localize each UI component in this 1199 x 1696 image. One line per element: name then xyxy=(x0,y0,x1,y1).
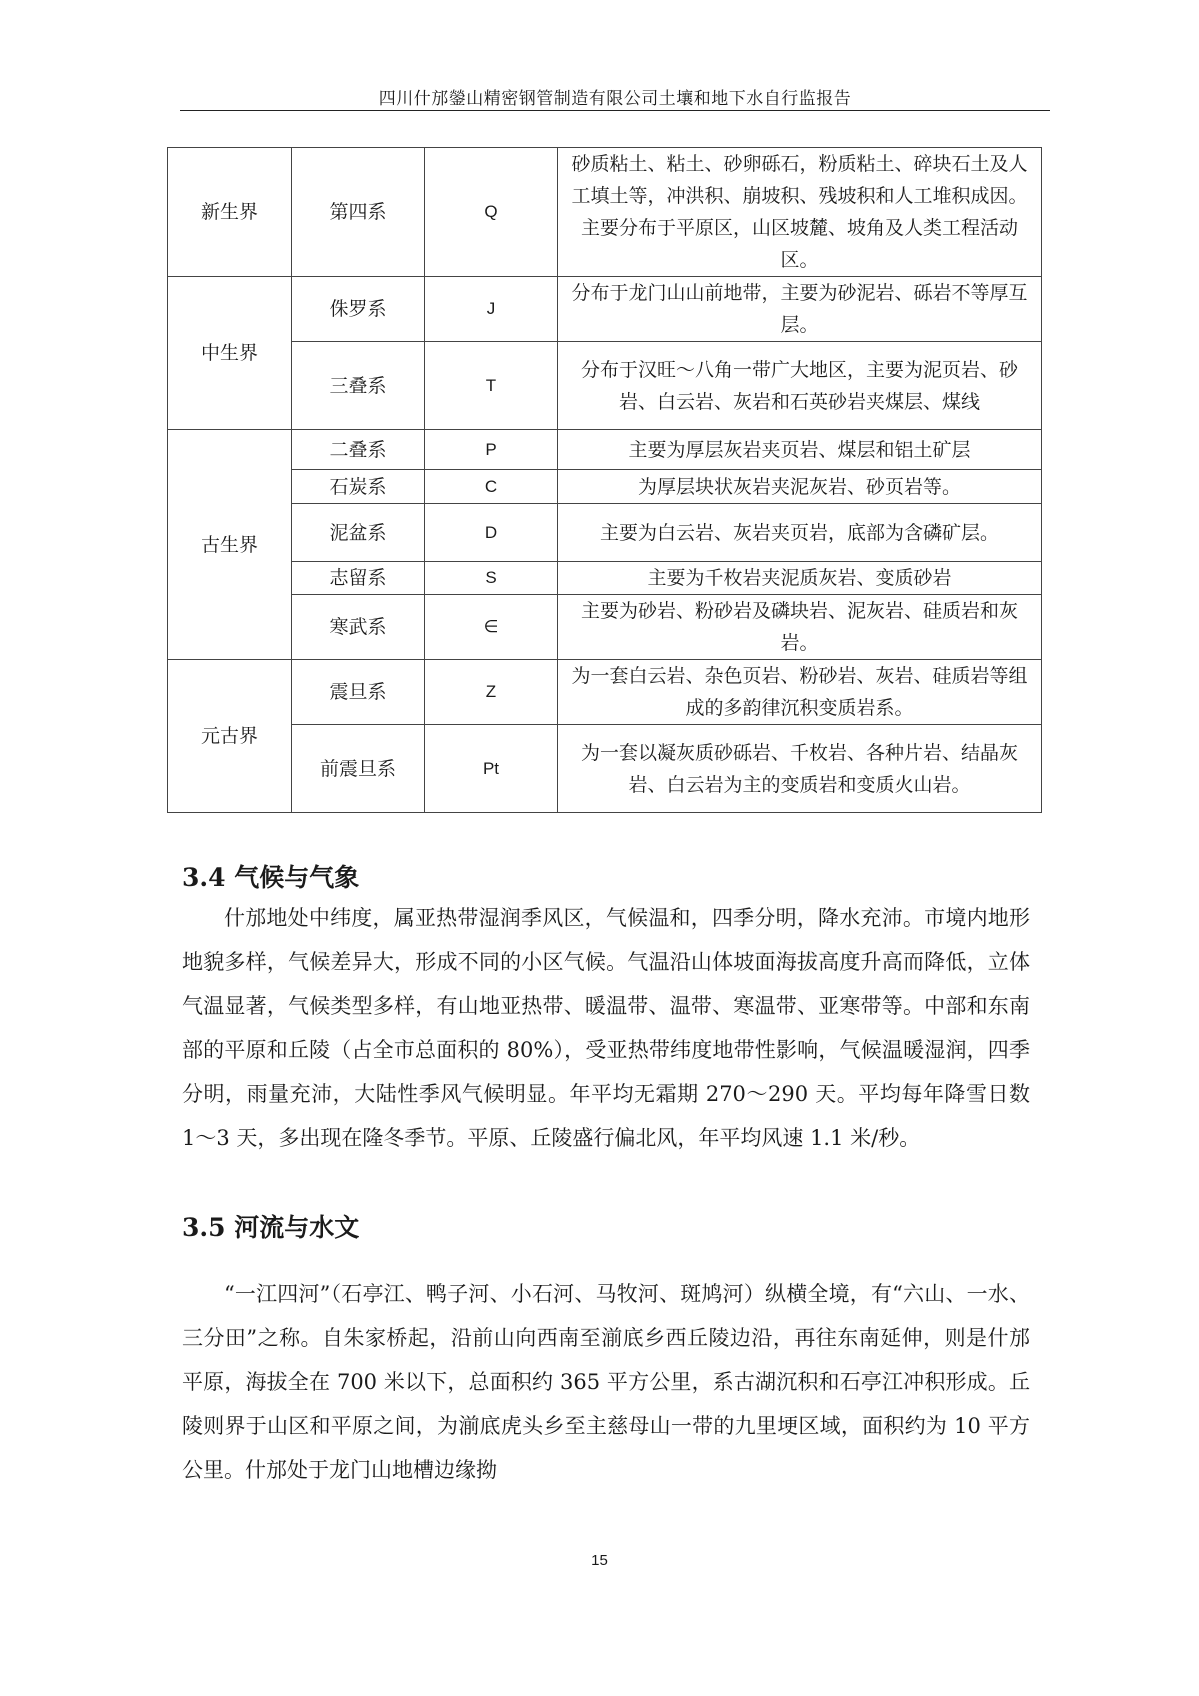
system-cell: 前震旦系 xyxy=(292,725,425,813)
system-cell: 泥盆系 xyxy=(292,504,425,562)
table-row xyxy=(168,342,1042,430)
symbol-cell: D xyxy=(425,504,558,562)
description-cell: 为一套以凝灰质砂砾岩、千枚岩、各种片岩、结晶灰岩、白云岩为主的变质岩和变质火山岩。 xyxy=(558,725,1042,813)
table-row xyxy=(168,725,1042,813)
table-row xyxy=(168,430,1042,470)
table-row xyxy=(168,504,1042,562)
strata-table xyxy=(167,147,1042,813)
table-row xyxy=(168,148,1042,277)
description-cell: 主要为厚层灰岩夹页岩、煤层和铝土矿层 xyxy=(558,430,1042,470)
era-cell: 古生界 xyxy=(168,430,292,660)
section-heading-3-5: 3.5 河流与水文 xyxy=(182,1213,360,1242)
system-cell: 二叠系 xyxy=(292,430,425,470)
table-row xyxy=(168,660,1042,725)
description-cell: 主要为砂岩、粉砂岩及磷块岩、泥灰岩、硅质岩和灰岩。 xyxy=(558,595,1042,660)
era-cell: 元古界 xyxy=(168,660,292,813)
river-paragraph: “一江四河”（石亭江、鸭子河、小石河、马牧河、斑鸠河）纵横全境，有“六山、一水、三分田”之称。自朱家桥起，沿前山向西南至湔底乡西丘陵边沿，再往东南延伸，则是什邡平原，海拔全在 700 米以下，总面积约 365 平方公里，系古湖沉积和石亭江冲积形成。丘陵则界于山区和平原之间，为湔底虎头乡至主慈母山一带的九里埂区域，面积约为 10 平方公里。什邡处于龙门山地槽边缘拗 xyxy=(182,1282,1030,1482)
system-cell: 震旦系 xyxy=(292,660,425,725)
system-cell: 三叠系 xyxy=(292,342,425,430)
system-cell: 第四系 xyxy=(292,148,425,277)
header-rule xyxy=(180,110,1050,111)
document-header: 四川什邡鎣山精密钢管制造有限公司土壤和地下水自行监报告 xyxy=(378,89,852,109)
symbol-cell: Pt xyxy=(425,725,558,813)
description-cell: 分布于汉旺～八角一带广大地区，主要为泥页岩、砂岩、白云岩、灰岩和石英砂岩夹煤层、煤线 xyxy=(558,342,1042,430)
table-row xyxy=(168,277,1042,342)
table-row xyxy=(168,595,1042,660)
symbol-cell: P xyxy=(425,430,558,470)
description-cell: 主要为千枚岩夹泥质灰岩、变质砂岩 xyxy=(558,562,1042,595)
symbol-cell: T xyxy=(425,342,558,430)
climate-paragraph: 什邡地处中纬度，属亚热带湿润季风区，气候温和，四季分明，降水充沛。市境内地形地貌多样，气候差异大，形成不同的小区气候。气温沿山体坡面海拔高度升高而降低，立体气温显著，气候类型多样，有山地亚热带、暖温带、温带、寒温带、亚寒带等。中部和东南部的平原和丘陵（占全市总面积的 80%），受亚热带纬度地带性影响，气候温暖湿润，四季分明，雨量充沛，大陆性季风气候明显。年平均无霜期 270～290 天。平均每年降雪日数 1～3 天，多出现在隆冬季节。平原、丘陵盛行偏北风，年平均风速 1.1 米/秒。 xyxy=(182,906,1030,1150)
system-cell: 寒武系 xyxy=(292,595,425,660)
era-cell: 新生界 xyxy=(168,148,292,277)
symbol-cell: S xyxy=(425,562,558,595)
symbol-cell: J xyxy=(425,277,558,342)
table-row xyxy=(168,470,1042,504)
symbol-cell: Z xyxy=(425,660,558,725)
era-cell: 中生界 xyxy=(168,277,292,430)
page-number: 15 xyxy=(591,1552,608,1569)
system-cell: 志留系 xyxy=(292,562,425,595)
description-cell: 分布于龙门山山前地带，主要为砂泥岩、砾岩不等厚互层。 xyxy=(558,277,1042,342)
section-heading-3-4: 3.4 气候与气象 xyxy=(182,863,360,892)
description-cell: 主要为白云岩、灰岩夹页岩，底部为含磷矿层。 xyxy=(558,504,1042,562)
description-cell: 为一套白云岩、杂色页岩、粉砂岩、灰岩、硅质岩等组成的多韵律沉积变质岩系。 xyxy=(558,660,1042,725)
description-cell: 为厚层块状灰岩夹泥灰岩、砂页岩等。 xyxy=(558,470,1042,504)
table-row xyxy=(168,562,1042,595)
symbol-cell: Q xyxy=(425,148,558,277)
description-cell: 砂质粘土、粘土、砂卵砾石，粉质粘土、碎块石土及人工填土等，冲洪积、崩坡积、残坡积和人工堆积成因。主要分布于平原区，山区坡麓、坡角及人类工程活动区。 xyxy=(558,148,1042,277)
symbol-cell: ∈ xyxy=(425,595,558,660)
symbol-cell: C xyxy=(425,470,558,504)
system-cell: 石炭系 xyxy=(292,470,425,504)
system-cell: 侏罗系 xyxy=(292,277,425,342)
